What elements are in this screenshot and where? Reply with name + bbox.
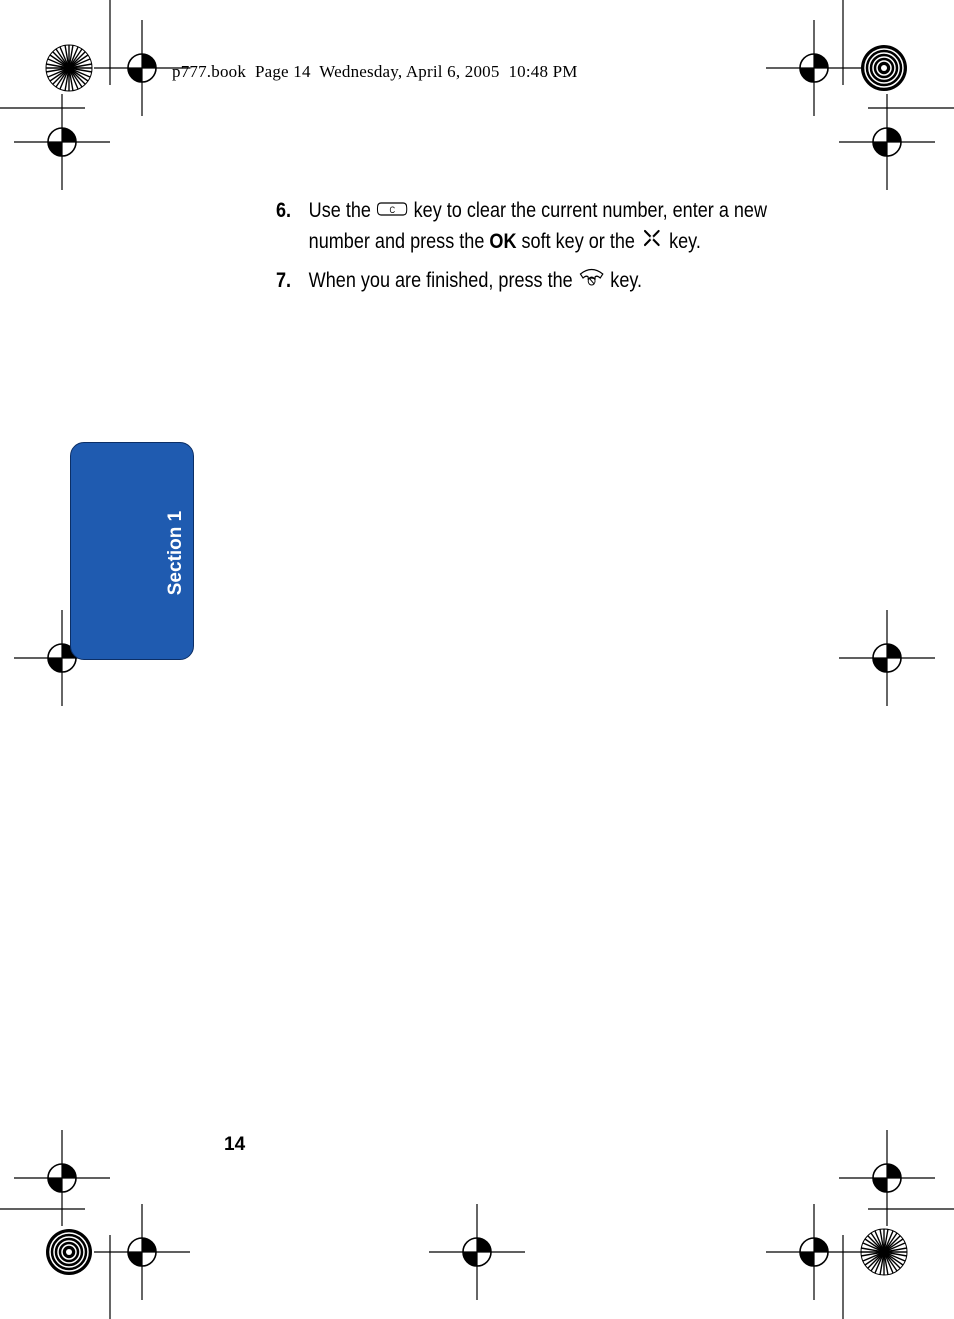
step-text: Use the C key to clear the current number, enter a new: [309, 195, 767, 227]
page-number: 14: [224, 1134, 246, 1155]
step-text: number and press the OK soft key or the key.: [309, 226, 701, 258]
end-key-icon: [578, 266, 606, 297]
section-tab-label: Section 1: [165, 510, 186, 596]
step-number: 7.: [276, 269, 292, 292]
svg-text:C: C: [389, 204, 396, 216]
ok-soft-key-label: OK: [489, 230, 517, 253]
page-header-slug: p777.book Page 14 Wednesday, April 6, 2005 10:48 PM: [172, 62, 578, 81]
step-text: When you are finished, press the key.: [309, 265, 642, 297]
clear-key-icon: [376, 196, 409, 227]
nav-ok-key-icon: [640, 227, 664, 258]
step-number: 6.: [276, 199, 292, 222]
